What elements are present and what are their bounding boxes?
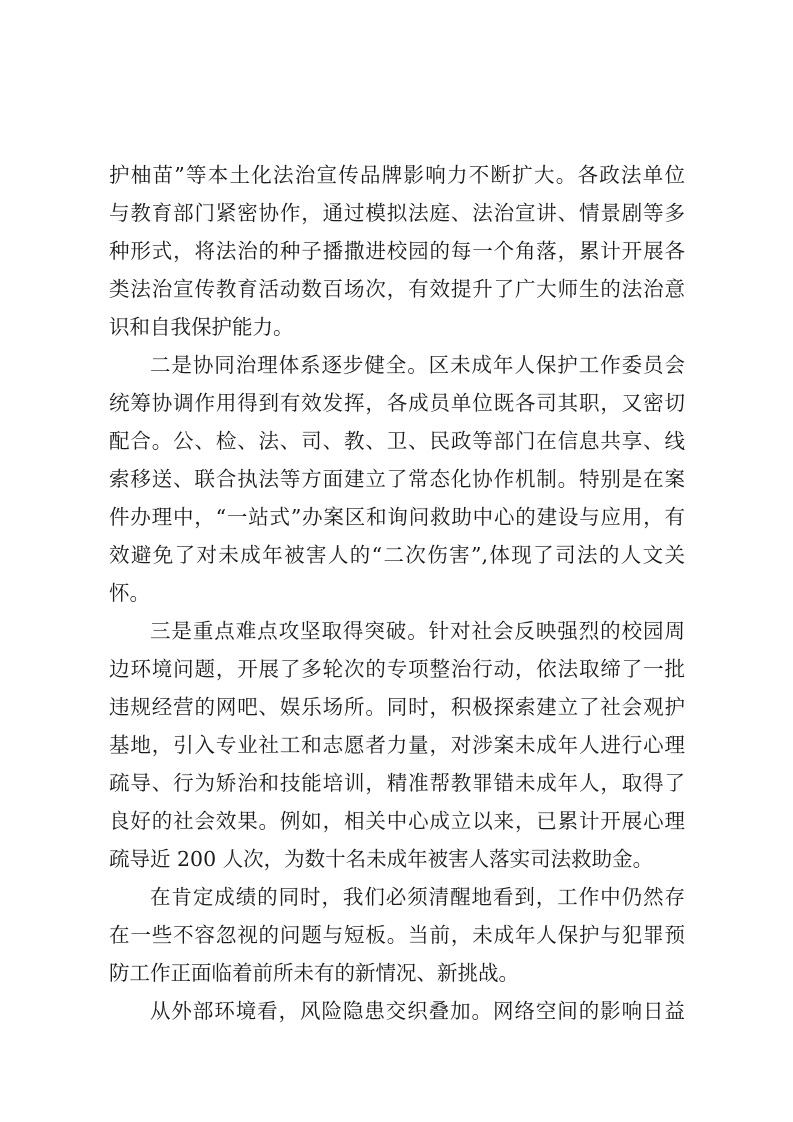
text-line: 良好的社会效果。例如，相关中心成立以来，已累计开展心理	[109, 809, 685, 833]
paragraph-start-line: 在肯定成绩的同时，我们必须清醒地看到，工作中仍然存	[150, 885, 685, 909]
paragraph-start-line: 从外部环境看，风险隐患交织叠加。网络空间的影响日益	[150, 999, 685, 1023]
text-line: 违规经营的网吧、娱乐场所。同时，积极探索建立了社会观护	[109, 695, 685, 719]
text-line: 配合。公、检、法、司、教、卫、民政等部门在信息共享、线	[109, 429, 685, 453]
text-line: 类法治宣传教育活动数百场次，有效提升了广大师生的法治意	[109, 277, 685, 301]
text-line: 识和自我保护能力。	[109, 315, 294, 339]
text-line: 件办理中，“一站式”办案区和询问救助中心的建设与应用，有	[109, 505, 685, 529]
text-line: 索移送、联合执法等方面建立了常态化协作机制。特别是在案	[109, 467, 685, 491]
text-line: 在一些不容忽视的问题与短板。当前，未成年人保护与犯罪预	[109, 923, 685, 947]
paragraph-start-line: 三是重点难点攻坚取得突破。针对社会反映强烈的校园周	[150, 619, 685, 643]
text-line: 边环境问题，开展了多轮次的专项整治行动，依法取缔了一批	[109, 657, 685, 681]
paragraph-start-line: 二是协同治理体系逐步健全。区未成年人保护工作委员会	[150, 353, 685, 377]
text-line: 统筹协调作用得到有效发挥，各成员单位既各司其职，又密切	[109, 391, 685, 415]
text-line: 基地，引入专业社工和志愿者力量，对涉案未成年人进行心理	[109, 733, 685, 757]
text-line: 与教育部门紧密协作，通过模拟法庭、法治宣讲、情景剧等多	[109, 201, 685, 225]
text-line: 防工作正面临着前所未有的新情况、新挑战。	[109, 961, 519, 985]
text-line: 护柚苗”等本土化法治宣传品牌影响力不断扩大。各政法单位	[109, 163, 685, 187]
text-line: 种形式，将法治的种子播撒进校园的每一个角落，累计开展各	[109, 239, 685, 263]
text-line: 疏导近 200 人次，为数十名未成年被害人落实司法救助金。	[109, 847, 654, 871]
text-line: 疏导、行为矫治和技能培训，精准帮教罪错未成年人，取得了	[109, 771, 685, 795]
text-line: 效避免了对未成年被害人的“二次伤害”,体现了司法的人文关	[109, 543, 685, 567]
text-line: 怀。	[109, 581, 150, 605]
